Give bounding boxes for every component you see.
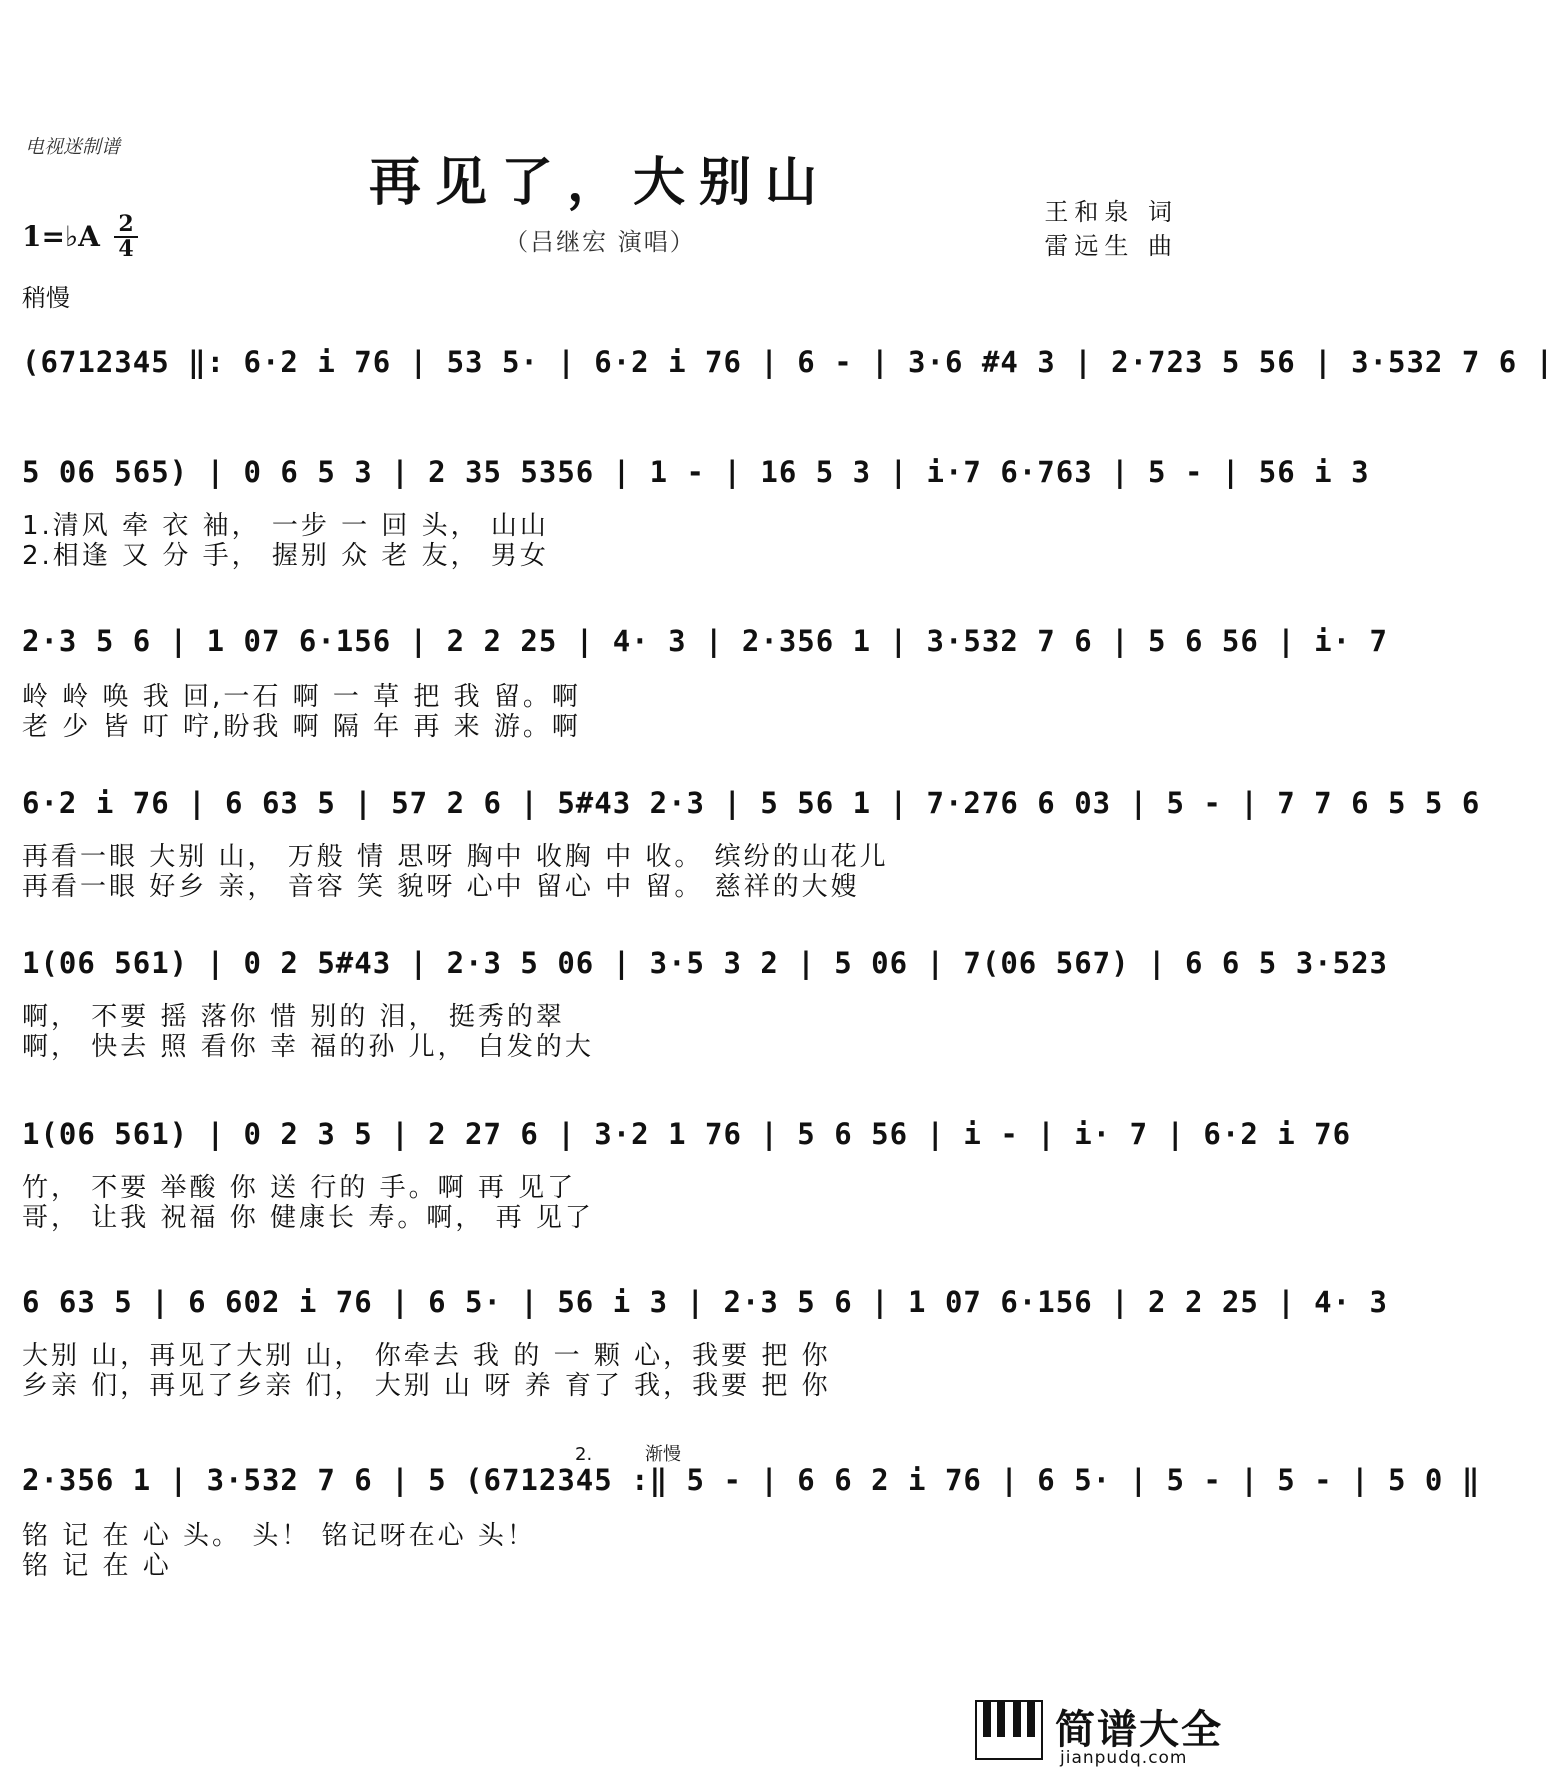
piano-logo-icon [975, 1700, 1043, 1760]
watermark-brand: 简谱大全 [1055, 1707, 1223, 1753]
notation-row-2: 5 06 565) | 0 6 5 3 | 2 35 5356 | 1 - | 16 5 3 | i·7 6·763 | 5 - | 56 i 3 [22, 455, 1370, 489]
song-title: 再见了，大别山 [368, 152, 831, 213]
time-signature-bottom: 4 [118, 236, 134, 262]
notation-row-5: 1(06 561) | 0 2 5#43 | 2·3 5 06 | 3·5 3 2 | 5 06 | 7(06 567) | 6 6 5 3·523 [22, 946, 1389, 980]
lyric-row-7-verse-1: 大别 山，再见了大别 山， 你牵去 我 的 一 颗 心，我要 把 你 [22, 1341, 831, 1371]
lyric-row-2-verse-1: 1.清风 牵 衣 袖， 一步 一 回 头， 山山 [22, 511, 549, 541]
lyric-row-7-verse-2: 乡亲 们，再见了乡亲 们， 大别 山 呀 养 育了 我，我要 把 你 [22, 1371, 831, 1401]
arranger-credit: 电视迷制谱 [25, 136, 121, 158]
lyric-row-8-verse-1: 铭 记 在 心 头。 头！ 铭记呀在心 头！ [22, 1521, 536, 1551]
singer-credit: （吕继宏 演唱） [504, 228, 696, 256]
tempo-marking: 稍慢 [22, 284, 70, 312]
lyricist-credit: 王和泉 词 [1044, 198, 1178, 226]
lyric-row-5-verse-1: 啊， 不要 摇 落你 惜 别的 泪， 挺秀的翠 [22, 1002, 565, 1032]
lyric-row-6-verse-1: 竹， 不要 举酸 你 送 行的 手。啊 再 见了 [22, 1173, 577, 1203]
notation-row-4: 6·2 i 76 | 6 63 5 | 57 2 6 | 5#43 2·3 | 5 56 1 | 7·276 6 03 | 5 - | 7 7 6 5 5 6 [22, 786, 1481, 820]
lyric-row-8-verse-2: 铭 记 在 心 [22, 1551, 172, 1581]
composer-credit: 雷远生 曲 [1044, 232, 1178, 260]
lyric-row-4-verse-2: 再看一眼 好乡 亲， 音容 笑 貌呀 心中 留心 中 留。 慈祥的大嫂 [22, 872, 860, 902]
key-signature: 1=♭A [22, 220, 100, 253]
lyric-row-5-verse-2: 啊， 快去 照 看你 幸 福的孙 儿， 白发的大 [22, 1032, 594, 1062]
tempo-slowing-mark: 渐慢 [645, 1444, 681, 1465]
lyric-row-6-verse-2: 哥， 让我 祝福 你 健康长 寿。啊， 再 见了 [22, 1203, 594, 1233]
notation-row-3: 2·3 5 6 | 1 07 6·156 | 2 2 25 | 4· 3 | 2·356 1 | 3·532 7 6 | 5 6 56 | i· 7 [22, 624, 1389, 658]
lyric-row-2-verse-2: 2.相逢 又 分 手， 握别 众 老 友， 男女 [22, 541, 549, 571]
notation-row-7: 6 63 5 | 6 602 i 76 | 6 5· | 56 i 3 | 2·3 5 6 | 1 07 6·156 | 2 2 25 | 4· 3 [22, 1285, 1389, 1319]
notation-row-8: 2·356 1 | 3·532 7 6 | 5 (6712345 :‖ 5 - | 6 6 2 i 76 | 6 5· | 5 - | 5 - | 5 0 ‖ [22, 1463, 1481, 1497]
notation-row-1: (6712345 ‖: 6·2 i 76 | 53 5· | 6·2 i 76 | 6 - | 3·6 #4 3 | 2·723 5 56 | 3·532 7 6 | [22, 345, 1554, 379]
lyric-row-3-verse-2: 老 少 皆 叮 咛,盼我 啊 隔 年 再 来 游。啊 [22, 712, 581, 742]
notation-row-6: 1(06 561) | 0 2 3 5 | 2 27 6 | 3·2 1 76 | 5 6 56 | i - | i· 7 | 6·2 i 76 [22, 1117, 1352, 1151]
volta-second-ending: 2. [575, 1444, 593, 1465]
time-signature [114, 211, 138, 262]
lyric-row-4-verse-1: 再看一眼 大别 山， 万般 情 思呀 胸中 收胸 中 收。 缤纷的山花儿 [22, 842, 889, 872]
time-signature-top: 2 [118, 211, 134, 237]
watermark-domain: jianpudq.com [1060, 1748, 1188, 1768]
lyric-row-3-verse-1: 岭 岭 唤 我 回,一石 啊 一 草 把 我 留。啊 [22, 682, 581, 712]
